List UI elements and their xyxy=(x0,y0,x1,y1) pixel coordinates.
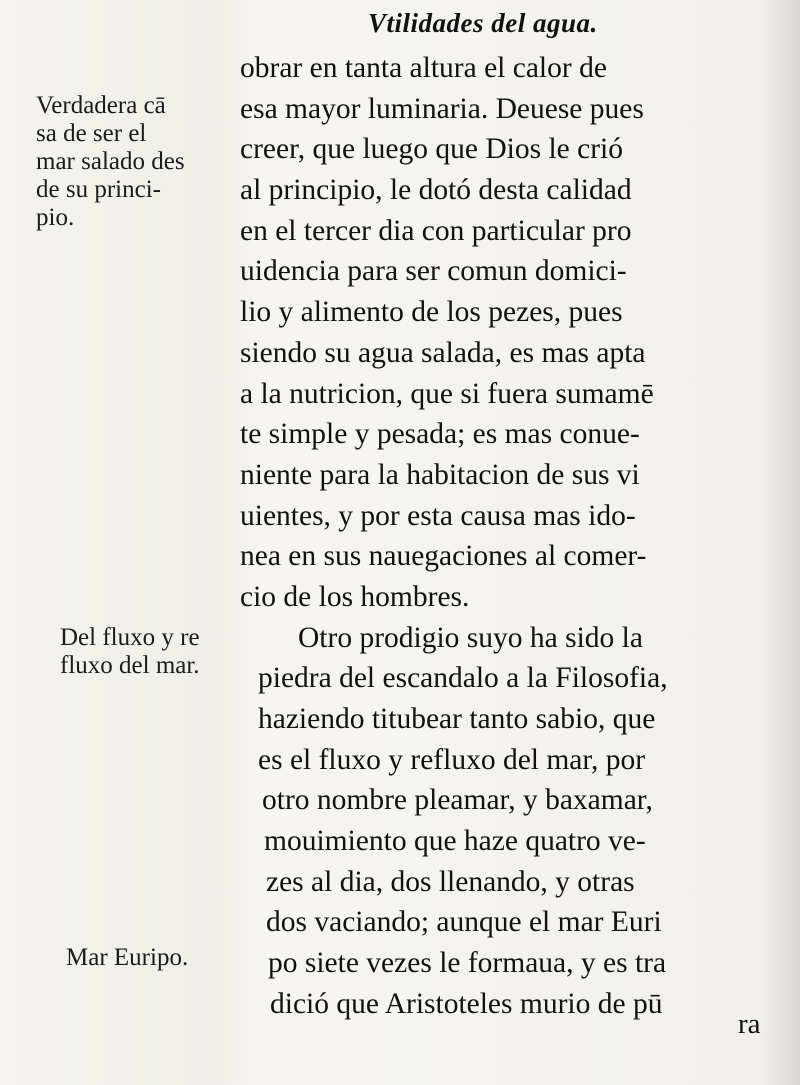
text-line: piedra del escandalo a la Filosofia, xyxy=(258,662,668,695)
text-line: haziendo titubear tanto sabio, que xyxy=(258,703,656,735)
text-line: al principio, le dotó desta calidad xyxy=(240,174,632,207)
text-line: zes al dia, dos llenando, y otras xyxy=(266,865,635,898)
text-line: Otro prodigio suyo ha sido la xyxy=(298,621,643,654)
text-line: en el tercer dia con particular pro xyxy=(240,214,632,247)
text-line: otro nombre pleamar, y baxamar, xyxy=(262,784,653,817)
text-line: po siete vezes le formaua, y es tra xyxy=(268,947,667,980)
text-line: dició que Aristoteles murio de pū xyxy=(270,987,663,1020)
running-head: Vtilidades del agua. xyxy=(368,8,598,38)
text-line: esa mayor luminaria. Deuese pues xyxy=(240,92,644,125)
marginal-note-salt-sea xyxy=(36,92,185,232)
marginal-line: de su princi- xyxy=(36,176,161,203)
catchword: ra xyxy=(738,1008,761,1040)
text-line: es el fluxo y refluxo del mar, por xyxy=(258,743,646,776)
text-line: cio de los hombres. xyxy=(240,580,470,613)
text-line: siendo su agua salada, es mas apta xyxy=(240,336,646,369)
marginal-line: fluxo del mar. xyxy=(60,652,200,679)
text-line: dos vaciando; aunque el mar Euri xyxy=(266,906,662,939)
text-line: te simple y pesada; es mas conue- xyxy=(240,418,640,451)
text-line: lio y alimento de los pezes, pues xyxy=(240,296,623,329)
text-line: obrar en tanta altura el calor de xyxy=(240,52,607,84)
text-line: mouimiento que haze quatro ve- xyxy=(264,825,646,858)
show-through-ink xyxy=(60,488,240,548)
marginal-note-euripo xyxy=(66,944,188,972)
marginal-line: Del fluxo y re xyxy=(60,624,200,651)
text-line: nea en sus nauegaciones al comer- xyxy=(240,540,647,573)
marginal-line: mar salado des xyxy=(36,148,185,175)
marginal-note-tides xyxy=(60,624,200,680)
main-text-block xyxy=(240,48,780,1025)
text-line: creer, que luego que Dios le crió xyxy=(240,133,623,166)
text-line: a la nutricion, que si fuera sumamē xyxy=(240,377,654,410)
marginal-line: pio. xyxy=(36,204,75,231)
text-line: niente para la habitacion de sus vi xyxy=(240,458,640,491)
marginal-line: sa de ser el xyxy=(36,120,147,147)
marginal-line: Verdadera cā xyxy=(36,92,166,119)
text-line: uientes, y por esta causa mas ido- xyxy=(240,499,636,532)
marginal-line: Mar Euripo. xyxy=(66,944,189,971)
text-line: uidencia para ser comun domici- xyxy=(240,255,627,288)
